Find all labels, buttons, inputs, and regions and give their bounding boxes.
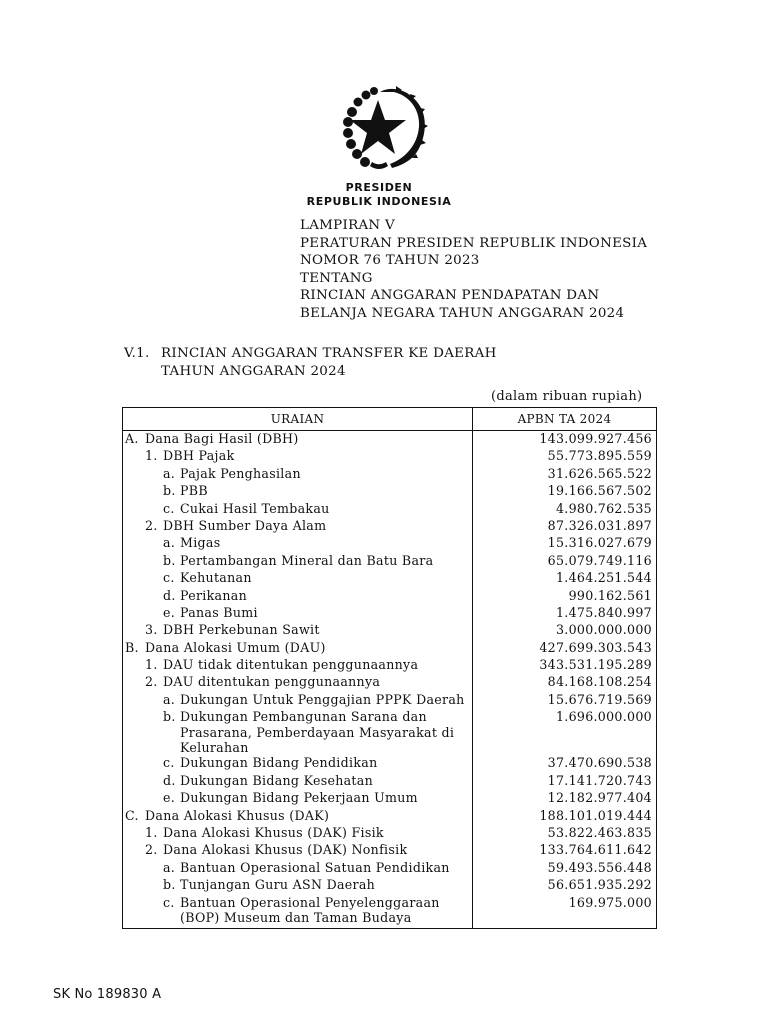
garuda-star-emblem-icon (324, 78, 432, 174)
row-value: 12.182.977.404 (473, 790, 657, 807)
row-value: 133.764.611.642 (473, 842, 657, 859)
row-label: A. (125, 431, 139, 446)
row-text: Dana Alokasi Khusus (DAK) (145, 807, 330, 823)
row-label: a. (163, 465, 176, 481)
table-row (123, 605, 657, 622)
row-description (123, 755, 473, 772)
row-description (123, 640, 473, 657)
row-description (123, 518, 473, 535)
row-label: 2. (145, 674, 158, 690)
row-value: 188.101.019.444 (473, 808, 657, 825)
sk-number: SK No 189830 A (53, 987, 162, 1002)
row-label: d. (163, 772, 176, 788)
row-value: 1.696.000.000 (473, 709, 657, 755)
row-description (123, 657, 473, 674)
row-value: 343.531.195.289 (473, 657, 657, 674)
row-label: b. (163, 552, 176, 568)
row-text: Cukai Hasil Tembakau (180, 500, 330, 516)
row-value: 17.141.720.743 (473, 773, 657, 790)
unit-note: (dalam ribuan rupiah) (491, 389, 643, 404)
row-text: Kehutanan (180, 570, 252, 586)
row-description (123, 842, 473, 859)
table-row (123, 674, 657, 691)
row-description (123, 605, 473, 622)
row-label: 2. (145, 842, 158, 858)
row-label: a. (163, 691, 176, 707)
section-number: V.1. (124, 346, 150, 361)
row-label: C. (125, 807, 139, 823)
row-label: c. (163, 755, 175, 771)
row-label: c. (163, 894, 175, 910)
row-description (123, 570, 473, 587)
row-label: d. (163, 587, 176, 603)
row-text: PBB (180, 483, 208, 499)
table-row (123, 518, 657, 535)
row-label: 1. (145, 448, 158, 464)
row-label: 2. (145, 517, 158, 533)
row-label: 3. (145, 622, 158, 638)
row-value: 1.475.840.997 (473, 605, 657, 622)
row-text: Perikanan (180, 587, 247, 603)
section-heading (124, 345, 497, 380)
row-label: a. (163, 535, 176, 551)
lampiran-line: LAMPIRAN V (300, 218, 395, 233)
row-value: 37.470.690.538 (473, 755, 657, 772)
presiden-title-line2: REPUBLIK INDONESIA (306, 195, 452, 208)
section-title-line1: RINCIAN ANGGARAN TRANSFER KE DAERAH (161, 346, 497, 361)
row-text: Pertambangan Mineral dan Batu Bara (180, 552, 434, 568)
row-value: 19.166.567.502 (473, 483, 657, 500)
row-value: 1.464.251.544 (473, 570, 657, 587)
lampiran-header (300, 217, 647, 323)
row-value: 15.676.719.569 (473, 692, 657, 709)
row-label: b. (163, 483, 176, 499)
table-row (123, 877, 657, 894)
row-value: 990.162.561 (473, 588, 657, 605)
row-text: DBH Perkebunan Sawit (163, 622, 320, 638)
row-label: c. (163, 570, 175, 586)
table-row (123, 790, 657, 807)
table-row (123, 773, 657, 790)
table-row (123, 501, 657, 518)
row-label: b. (163, 709, 176, 725)
table-row (123, 466, 657, 483)
row-label: 1. (145, 657, 158, 673)
row-value: 55.773.895.559 (473, 448, 657, 465)
row-value: 169.975.000 (473, 895, 657, 929)
row-description (123, 588, 473, 605)
row-text: DAU tidak ditentukan penggunaannya (163, 657, 419, 673)
table-row (123, 431, 657, 449)
row-text: DAU ditentukan penggunaannya (163, 674, 381, 690)
row-value: 87.326.031.897 (473, 518, 657, 535)
row-label: e. (163, 604, 176, 620)
row-text: Tunjangan Guru ASN Daerah (180, 877, 376, 893)
row-value: 84.168.108.254 (473, 674, 657, 691)
row-description (123, 692, 473, 709)
table-row (123, 622, 657, 639)
row-text: Pajak Penghasilan (180, 465, 301, 481)
row-text: Dana Alokasi Khusus (DAK) Fisik (163, 825, 384, 841)
row-description (123, 790, 473, 807)
table-row (123, 588, 657, 605)
table-row (123, 553, 657, 570)
row-label: B. (125, 639, 139, 655)
column-header-apbn: APBN TA 2024 (473, 408, 657, 431)
row-description (123, 535, 473, 552)
row-label: b. (163, 877, 176, 893)
presiden-title (300, 181, 458, 209)
table-body (123, 431, 657, 929)
lampiran-line: BELANJA NEGARA TAHUN ANGGARAN 2024 (300, 305, 625, 321)
row-description (123, 501, 473, 518)
row-text: Dukungan Untuk Penggajian PPPK Daerah (180, 691, 465, 707)
row-value: 143.099.927.456 (473, 431, 657, 449)
row-description (123, 553, 473, 570)
row-description (123, 674, 473, 691)
table-row (123, 825, 657, 842)
budget-table (122, 407, 657, 929)
row-description (123, 483, 473, 500)
row-text: Dukungan Bidang Pekerjaan Umum (180, 790, 418, 806)
row-text: Dana Bagi Hasil (DBH) (145, 431, 299, 446)
row-text: Bantuan Operasional Penyelenggaraan (BOP) Museum dan Taman Budaya (180, 894, 440, 925)
section-title-line2: TAHUN ANGGARAN 2024 (161, 363, 346, 379)
row-description (123, 808, 473, 825)
row-description (123, 448, 473, 465)
row-description (123, 895, 473, 929)
row-text: Dana Alokasi Umum (DAU) (145, 639, 326, 655)
row-value: 31.626.565.522 (473, 466, 657, 483)
row-description (123, 431, 473, 449)
row-label: 1. (145, 825, 158, 841)
table-header-row (123, 408, 657, 431)
row-text: Migas (180, 535, 221, 551)
row-value: 15.316.027.679 (473, 535, 657, 552)
row-description (123, 709, 473, 755)
row-value: 3.000.000.000 (473, 622, 657, 639)
presiden-title-line1: PRESIDEN (345, 181, 413, 194)
column-header-uraian: URAIAN (123, 408, 473, 431)
row-value: 59.493.556.448 (473, 860, 657, 877)
table-row (123, 692, 657, 709)
row-description (123, 860, 473, 877)
table-row (123, 448, 657, 465)
table-row (123, 570, 657, 587)
row-description (123, 622, 473, 639)
row-text: Dana Alokasi Khusus (DAK) Nonfisik (163, 842, 408, 858)
row-text: DBH Sumber Daya Alam (163, 517, 327, 533)
row-description (123, 825, 473, 842)
row-value: 56.651.935.292 (473, 877, 657, 894)
row-text: Dukungan Bidang Kesehatan (180, 772, 374, 788)
lampiran-line: TENTANG (300, 270, 373, 286)
row-description (123, 773, 473, 790)
table-row (123, 808, 657, 825)
row-text: Dukungan Bidang Pendidikan (180, 755, 378, 771)
row-label: e. (163, 790, 176, 806)
row-label: a. (163, 859, 176, 875)
row-value: 53.822.463.835 (473, 825, 657, 842)
row-value: 427.699.303.543 (473, 640, 657, 657)
lampiran-line: RINCIAN ANGGARAN PENDAPATAN DAN (300, 288, 600, 304)
table-row (123, 860, 657, 877)
table-row (123, 640, 657, 657)
row-text: Dukungan Pembangunan Sarana dan Prasarana, Pemberdayaan Masyarakat di Kelurahan (180, 709, 455, 756)
row-description (123, 877, 473, 894)
row-text: DBH Pajak (163, 448, 235, 464)
table-row (123, 842, 657, 859)
table-row (123, 755, 657, 772)
row-text: Bantuan Operasional Satuan Pendidikan (180, 859, 450, 875)
row-label: c. (163, 500, 175, 516)
row-value: 65.079.749.116 (473, 553, 657, 570)
table-row (123, 895, 657, 929)
table-row (123, 483, 657, 500)
row-text: Panas Bumi (180, 604, 258, 620)
row-value: 4.980.762.535 (473, 501, 657, 518)
table-row (123, 709, 657, 755)
table-row (123, 657, 657, 674)
row-description (123, 466, 473, 483)
table-row (123, 535, 657, 552)
lampiran-line: PERATURAN PRESIDEN REPUBLIK INDONESIA (300, 235, 648, 251)
lampiran-line: NOMOR 76 TAHUN 2023 (300, 253, 480, 269)
